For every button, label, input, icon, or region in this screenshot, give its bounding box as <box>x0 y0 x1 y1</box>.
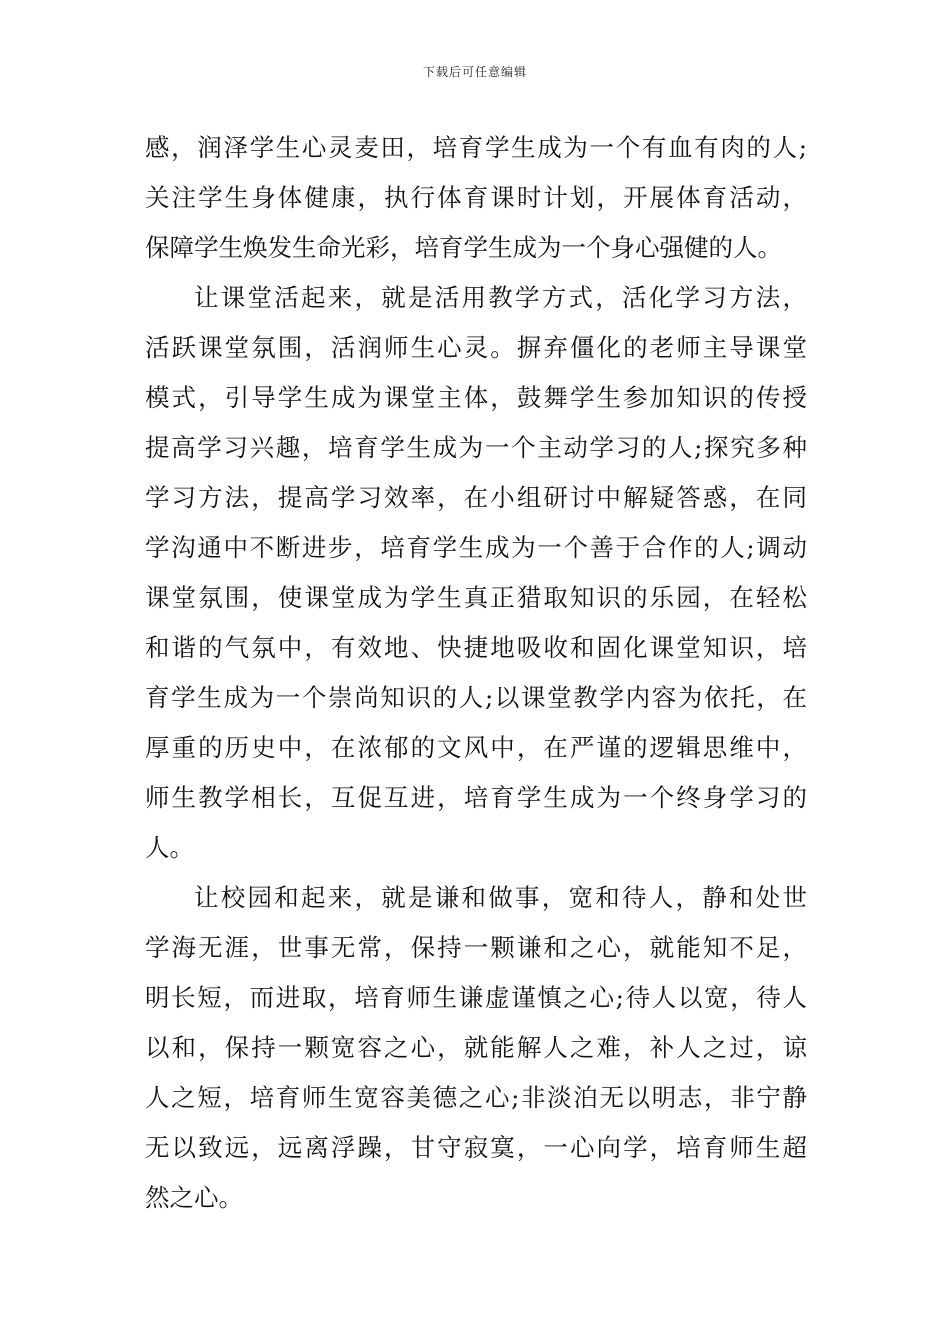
body-text <box>145 123 807 1223</box>
text-line: 和谐的气氛中，有效地、快捷地吸收和固化课堂知识，培 <box>145 633 807 662</box>
text-line: 学沟通中不断进步，培育学生成为一个善于合作的人;调动 <box>145 533 807 562</box>
paragraph-3 <box>145 873 807 1223</box>
page-header: 下载后可任意编辑 <box>422 65 527 79</box>
text-line: 师生教学相长，互促互进，培育学生成为一个终身学习的 <box>145 783 807 812</box>
text-line: 课堂氛围，使课堂成为学生真正猎取知识的乐园，在轻松 <box>145 583 807 612</box>
text-line: 明长短，而进取，培育师生谦虚谨慎之心;待人以宽，待人 <box>145 983 807 1012</box>
paragraph-1 <box>145 123 807 273</box>
text-line: 保障学生焕发生命光彩，培育学生成为一个身心强健的人。 <box>145 233 782 262</box>
text-line: 人之短，培育师生宽容美德之心;非淡泊无以明志，非宁静 <box>145 1083 807 1112</box>
paragraph-2 <box>145 273 807 873</box>
text-line: 让校园和起来，就是谦和做事，宽和待人，静和处世 <box>194 883 807 912</box>
text-line: 活跃课堂氛围，活润师生心灵。摒弃僵化的老师主导课堂 <box>145 333 807 362</box>
text-line: 育学生成为一个崇尚知识的人;以课堂教学内容为依托，在 <box>145 683 807 712</box>
text-line: 让课堂活起来，就是活用教学方式，活化学习方法， <box>194 283 807 312</box>
text-line: 人。 <box>145 833 194 862</box>
text-line: 然之心。 <box>145 1183 243 1212</box>
text-line: 提高学习兴趣，培育学生成为一个主动学习的人;探究多种 <box>145 433 807 462</box>
text-line: 模式，引导学生成为课堂主体，鼓舞学生参加知识的传授 <box>145 383 807 412</box>
text-line: 感，润泽学生心灵麦田，培育学生成为一个有血有肉的人; <box>145 133 807 162</box>
text-line: 学习方法，提高学习效率，在小组研讨中解疑答惑，在同 <box>145 483 807 512</box>
text-line: 以和，保持一颗宽容之心，就能解人之难，补人之过，谅 <box>145 1033 807 1062</box>
text-line: 关注学生身体健康，执行体育课时计划，开展体育活动， <box>145 183 807 212</box>
text-line: 厚重的历史中，在浓郁的文风中，在严谨的逻辑思维中， <box>145 733 807 762</box>
text-line: 无以致远，远离浮躁，甘守寂寞，一心向学，培育师生超 <box>145 1133 807 1162</box>
text-line: 学海无涯，世事无常，保持一颗谦和之心，就能知不足， <box>145 933 807 962</box>
